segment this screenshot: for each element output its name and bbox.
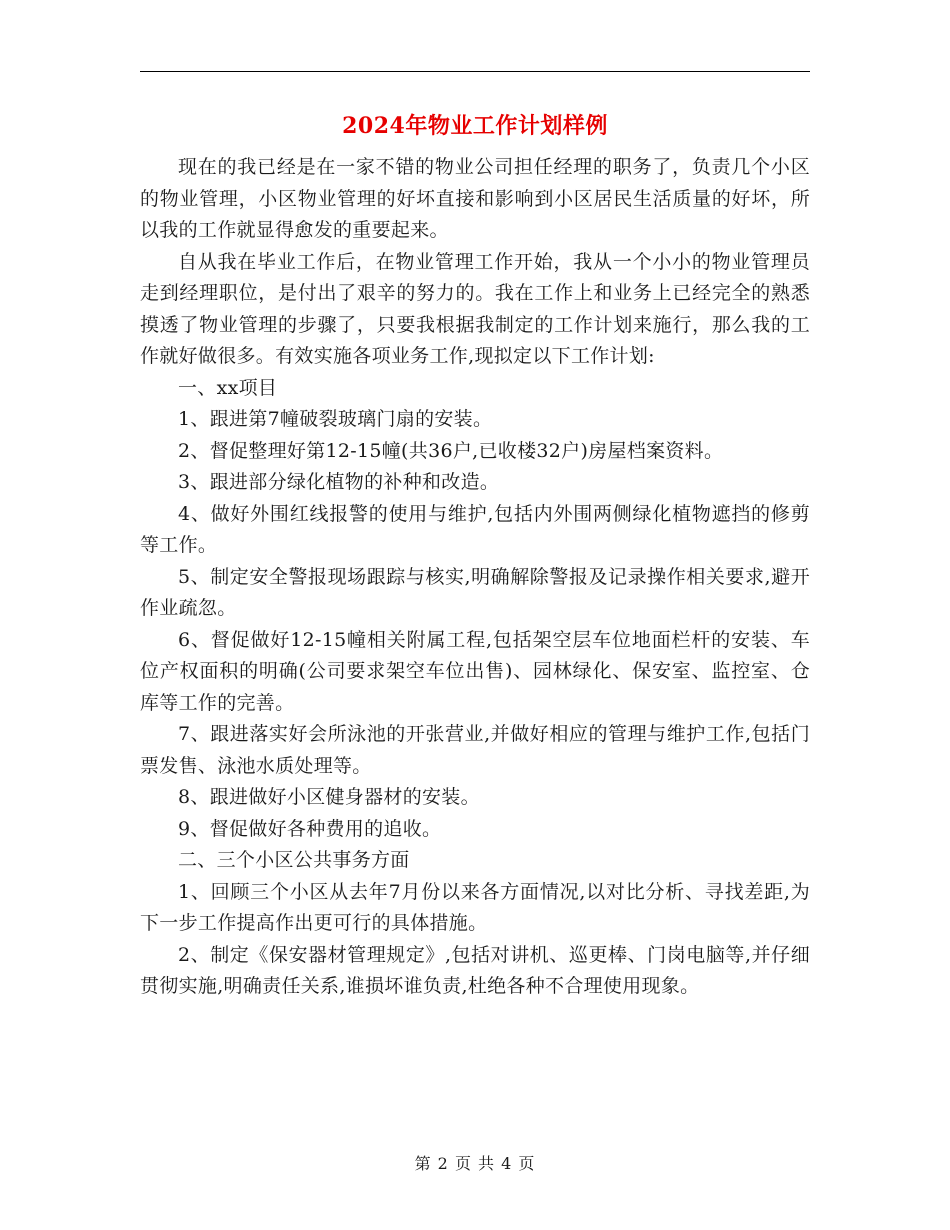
section-heading: 二、三个小区公共事务方面 — [178, 849, 410, 871]
list-item: 3、跟进部分绿化植物的补种和改造。 — [178, 471, 500, 493]
list-item: 4、做好外围红线报警的使用与维护,包括内外围两侧绿化植物遮挡的修剪等工作。 — [140, 502, 810, 556]
section-heading: 一、xx项目 — [178, 376, 278, 399]
page-footer: 第 2 页 共 4 页 — [414, 1154, 536, 1173]
document-body — [140, 152, 810, 1003]
list-item: 7、跟进落实好会所泳池的开张营业,并做好相应的管理与维护工作,包括门票发售、泳池水质处理等。 — [140, 723, 810, 777]
paragraph: 现在的我已经是在一家不错的物业公司担任经理的职务了，负责几个小区的物业管理，小区物业管理的好坏直接和影响到小区居民生活质量的好坏，所以我的工作就显得愈发的重要起来。 — [140, 156, 810, 241]
list-item: 2、督促整理好第12-15幢(共36户,已收楼32户)房屋档案资料。 — [178, 439, 724, 462]
list-item: 2、制定《保安器材管理规定》,包括对讲机、巡更棒、门岗电脑等,并仔细贯彻实施,明确责任关系,谁损坏谁负责,杜绝各种不合理使用现象。 — [140, 943, 810, 997]
list-item: 1、回顾三个小区从去年7月份以来各方面情况,以对比分析、寻找差距,为下一步工作提高作出更可行的具体措施。 — [140, 880, 810, 934]
list-item: 5、制定安全警报现场跟踪与核实,明确解除警报及记录操作相关要求,避开作业疏忽。 — [140, 565, 810, 619]
paragraph: 自从我在毕业工作后，在物业管理工作开始，我从一个小小的物业管理员走到经理职位，是付出了艰辛的努力的。我在工作上和业务上已经完全的熟悉摸透了物业管理的步骤了，只要我根据我制定的工作计划来施行，那么我的工作就好做很多。有效实施各项业务工作,现拟定以下工作计划: — [140, 250, 810, 367]
list-item: 9、督促做好各种费用的追收。 — [178, 817, 442, 840]
document-title: 2024年物业工作计划样例 — [342, 113, 608, 139]
header-rule — [140, 71, 810, 72]
list-item: 1、跟进第7幢破裂玻璃门扇的安装。 — [178, 408, 493, 430]
list-item: 8、跟进做好小区健身器材的安装。 — [178, 786, 480, 808]
list-item: 6、督促做好12-15幢相关附属工程,包括架空层车位地面栏杆的安装、车位产权面积的明确(公司要求架空车位出售)、园林绿化、保安室、监控室、仓库等工作的完善。 — [140, 628, 810, 714]
